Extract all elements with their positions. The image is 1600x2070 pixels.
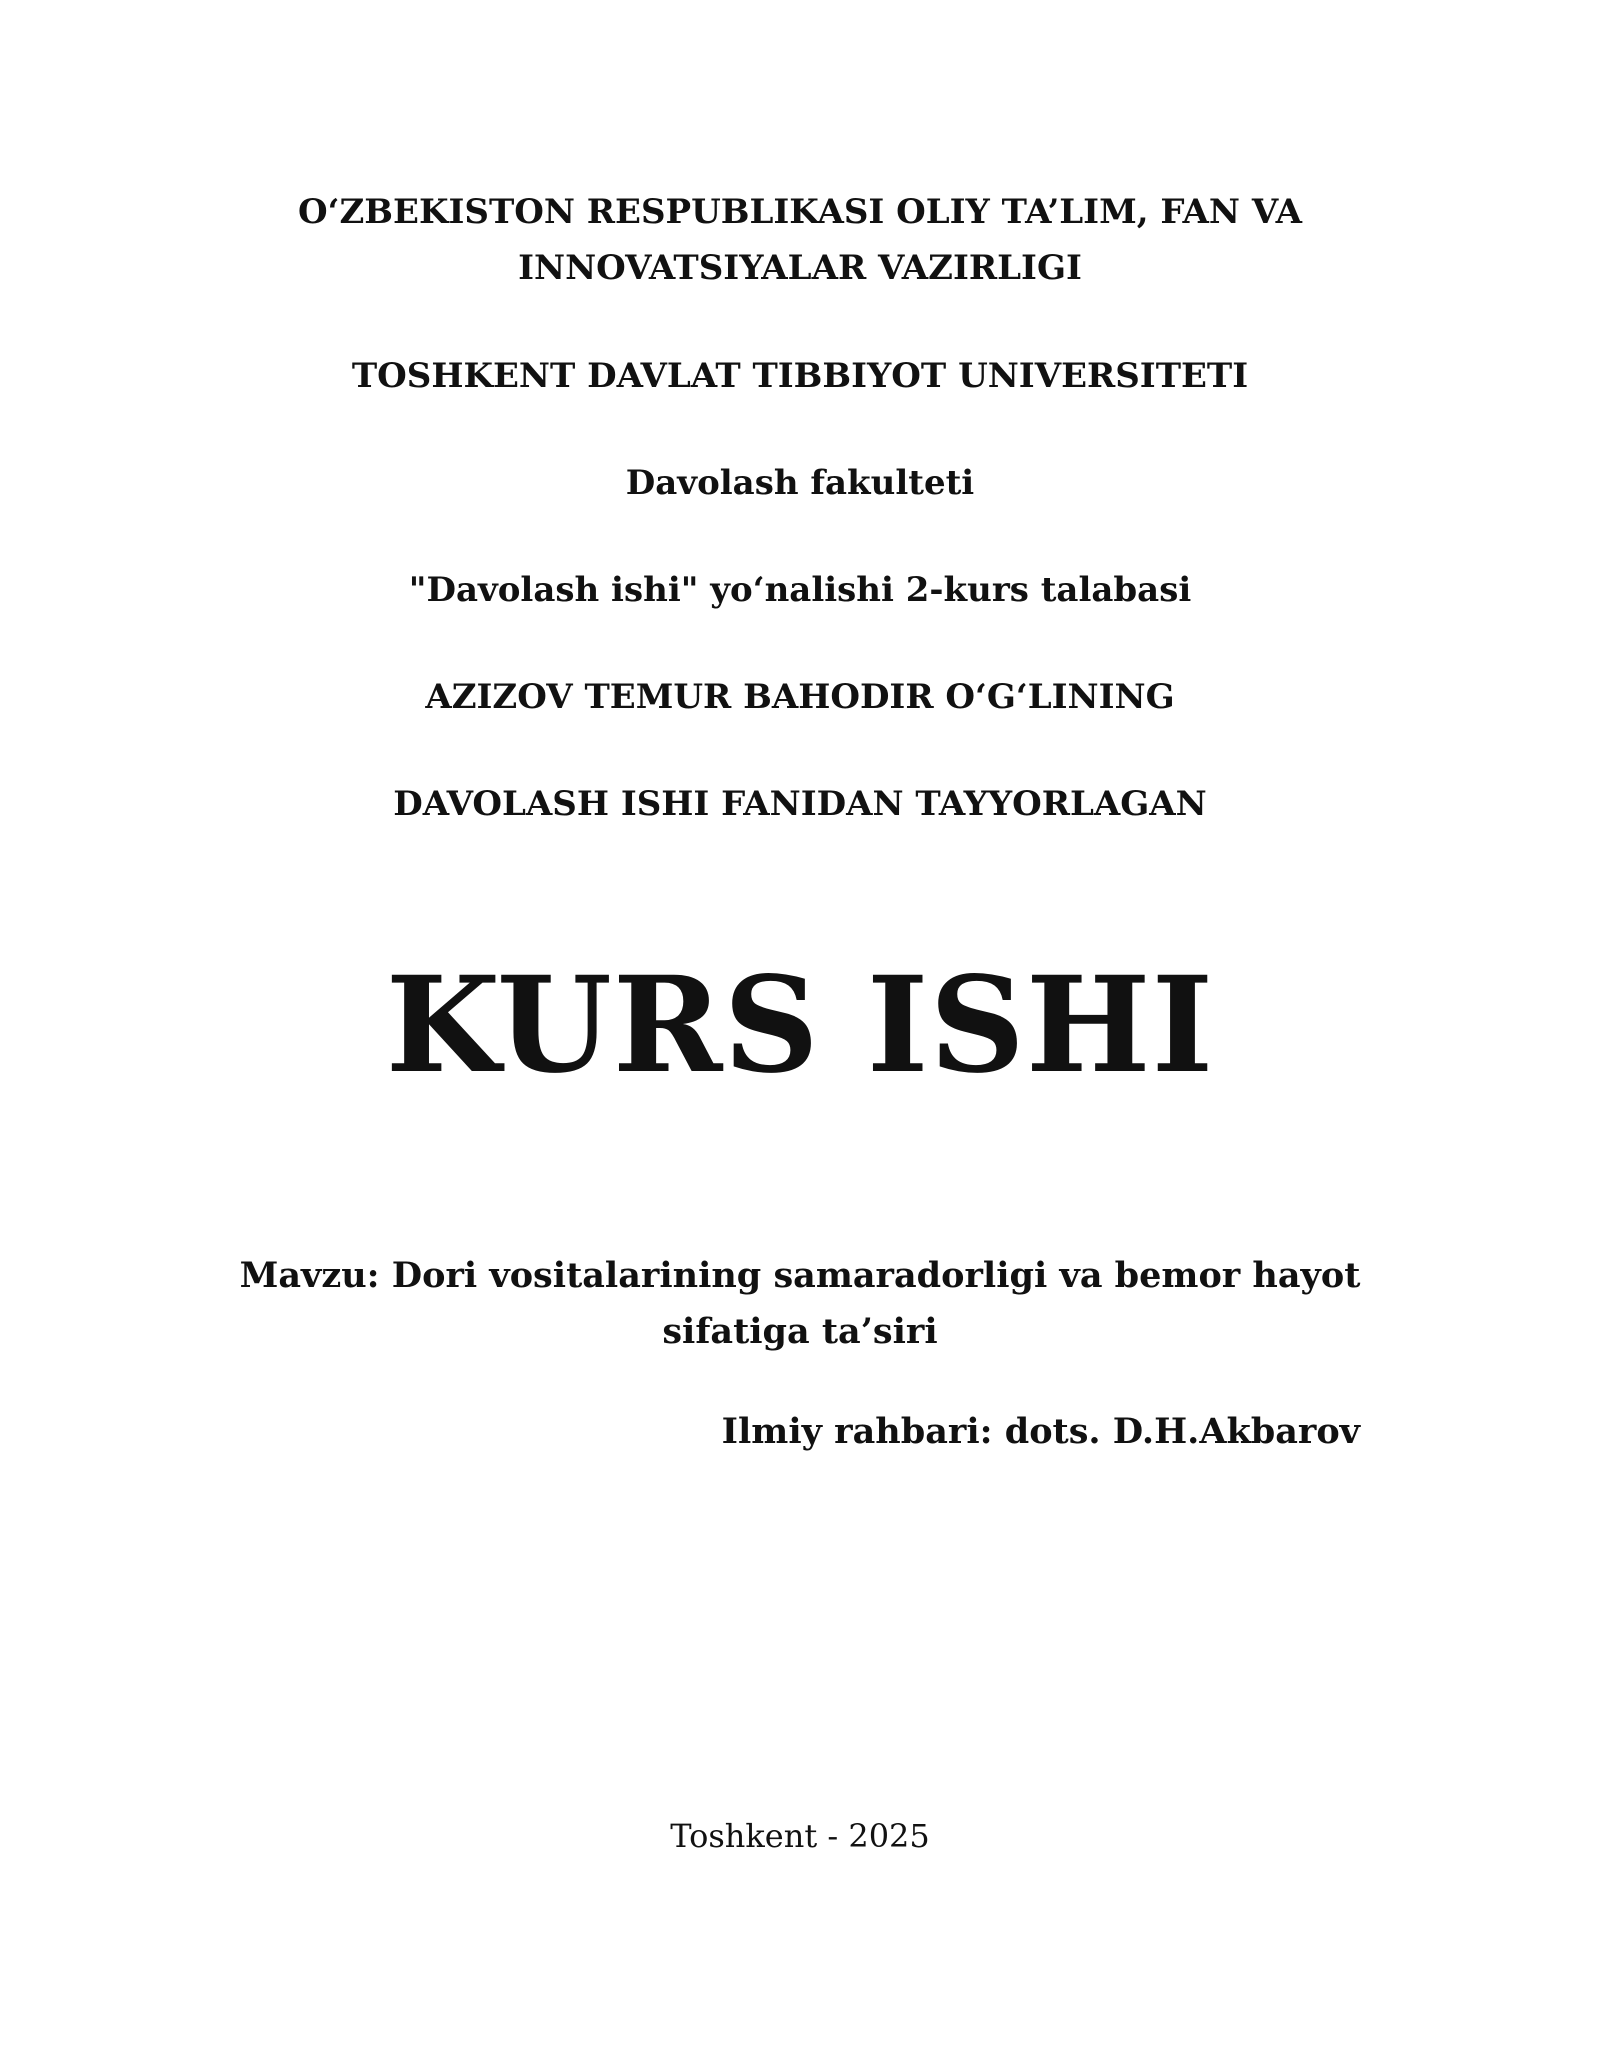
study-direction: "Davolash ishi" yo‘nalishi 2-kurs talabasi bbox=[408, 570, 1192, 610]
faculty-name: Davolash fakulteti bbox=[625, 463, 975, 503]
document-title: KURS ISHI bbox=[385, 948, 1215, 1103]
city-year: Toshkent - 2025 bbox=[670, 1817, 930, 1855]
topic bbox=[0, 1248, 1600, 1360]
ministry-name bbox=[0, 184, 1600, 296]
ministry-name-line-2: INNOVATSIYALAR VAZIRLIGI bbox=[518, 248, 1082, 288]
student-name: AZIZOV TEMUR BAHODIR O‘G‘LINING bbox=[425, 677, 1175, 717]
university-name: TOSHKENT DAVLAT TIBBIYOT UNIVERSITETI bbox=[351, 356, 1249, 396]
subject-line: DAVOLASH ISHI FANIDAN TAYYORLAGAN bbox=[393, 784, 1207, 824]
ministry-name-line-1: O‘ZBEKISTON RESPUBLIKASI OLIY TA’LIM, FAN VA bbox=[298, 192, 1302, 232]
supervisor: Ilmiy rahbari: dots. D.H.Akbarov bbox=[721, 1411, 1360, 1452]
topic-line-2: sifatiga ta’siri bbox=[662, 1311, 938, 1352]
topic-line-1: Mavzu: Dori vositalarining samaradorligi va bemor hayot bbox=[239, 1255, 1361, 1296]
